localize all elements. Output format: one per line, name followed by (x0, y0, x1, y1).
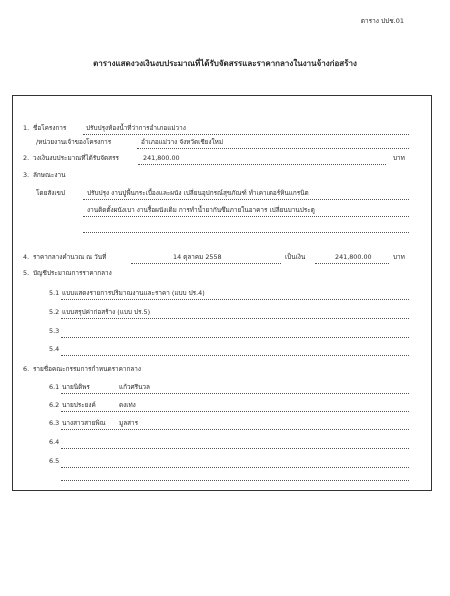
committee-member-name: นายประยงค์ (62, 401, 96, 409)
committee-member-line (61, 467, 409, 468)
source-item-line (61, 337, 409, 338)
committee-member-line (61, 448, 409, 449)
committee-member-number: 6.3 (49, 419, 60, 427)
committee-member-line (61, 411, 409, 412)
source-item-text: แบบแสดงรายการปริมาณงานและราคา (แบบ ปร.4) (62, 289, 205, 297)
median-as-label: เป็นเงิน (285, 253, 306, 261)
budget-label: วงเงินงบประมาณที่ได้รับจัดสรร (33, 154, 119, 162)
committee-label: รายชื่อคณะกรรมการกำหนดราคากลาง (33, 365, 141, 373)
source-item-line (61, 355, 409, 356)
work-line-2: งานติดตั้งผนังเบา งานรื้อผนังเดิม การทำน้ำยากันซึมภายในอาคาร เปลี่ยนบานประตู (87, 206, 315, 214)
work-line-3-rule (83, 232, 409, 233)
source-item-line (61, 299, 409, 300)
committee-member-number: 6.1 (49, 383, 60, 391)
budget-value: 241,800.00 (143, 154, 180, 162)
sources-label: บัญชีประมาณการราคากลาง (33, 269, 112, 277)
median-value-line (315, 263, 389, 264)
form-frame (12, 95, 432, 491)
committee-member-number: 6.5 (49, 457, 60, 465)
work-label: ลักษณะงาน (33, 171, 66, 179)
project-owner-value: อำเภอแม่วาง จังหวัดเชียงใหม่ (141, 138, 224, 146)
committee-member-number: 6.2 (49, 401, 60, 409)
source-item-number: 5.3 (49, 327, 60, 335)
median-label: ราคากลางคำนวณ ณ วันที่ (33, 253, 107, 261)
form-code: ตาราง ปปช.01 (360, 17, 404, 25)
budget-number: 2. (23, 154, 30, 162)
median-value: 241,800.00 (335, 253, 372, 261)
budget-line (138, 164, 386, 165)
committee-member-line (61, 429, 409, 430)
committee-member-line (61, 393, 409, 394)
committee-member-surname: มูลสาร (119, 419, 139, 427)
work-summary-label: โดยสังเขป (36, 189, 65, 197)
source-item-number: 5.4 (49, 345, 60, 353)
project-owner-label: /หน่วยงานเจ้าของโครงการ (36, 138, 112, 146)
project-owner-line (137, 148, 409, 149)
committee-member-name: นายนิติพร (62, 383, 90, 391)
document-title: ตารางแสดงวงเงินงบประมาณที่ได้รับจัดสรรและราคากลางในงานจ้างก่อสร้าง (93, 59, 357, 68)
committee-member-surname: แก้วศรีนวล (119, 383, 150, 391)
work-line-1-rule (83, 199, 409, 200)
source-item-text: แบบสรุปค่าก่อสร้าง (แบบ ปร.5) (62, 308, 151, 316)
project-line (83, 134, 409, 135)
committee-member-number: 6.4 (49, 438, 60, 446)
committee-trailing-line (61, 480, 409, 481)
median-date-line (131, 263, 281, 264)
median-date: 14 ตุลาคม 2558 (173, 253, 222, 261)
source-item-line (61, 318, 409, 319)
work-line-1: ปรับปรุง งานปูพื้นกระเบื้องและผนัง เปลี่ยนอุปกรณ์สุขภัณฑ์ ทำเคาเตอร์หินแกรนิต (87, 189, 309, 197)
work-number: 3. (23, 171, 30, 179)
source-item-number: 5.2 (49, 308, 60, 316)
committee-member-surname: ดงเท่ง (119, 401, 136, 409)
sources-number: 5. (23, 269, 30, 277)
project-number: 1. (23, 124, 30, 132)
median-number: 4. (23, 253, 30, 261)
source-item-number: 5.1 (49, 289, 60, 297)
project-value: ปรับปรุงห้องน้ำที่ว่าการอำเภอแม่วาง (86, 124, 186, 132)
committee-number: 6. (23, 365, 30, 373)
budget-unit: บาท (393, 154, 405, 162)
committee-member-name: นางสาวสายพิณ (62, 419, 106, 427)
work-line-2-rule (83, 216, 409, 217)
project-label: ชื่อโครงการ (33, 124, 67, 132)
median-unit: บาท (393, 253, 405, 261)
